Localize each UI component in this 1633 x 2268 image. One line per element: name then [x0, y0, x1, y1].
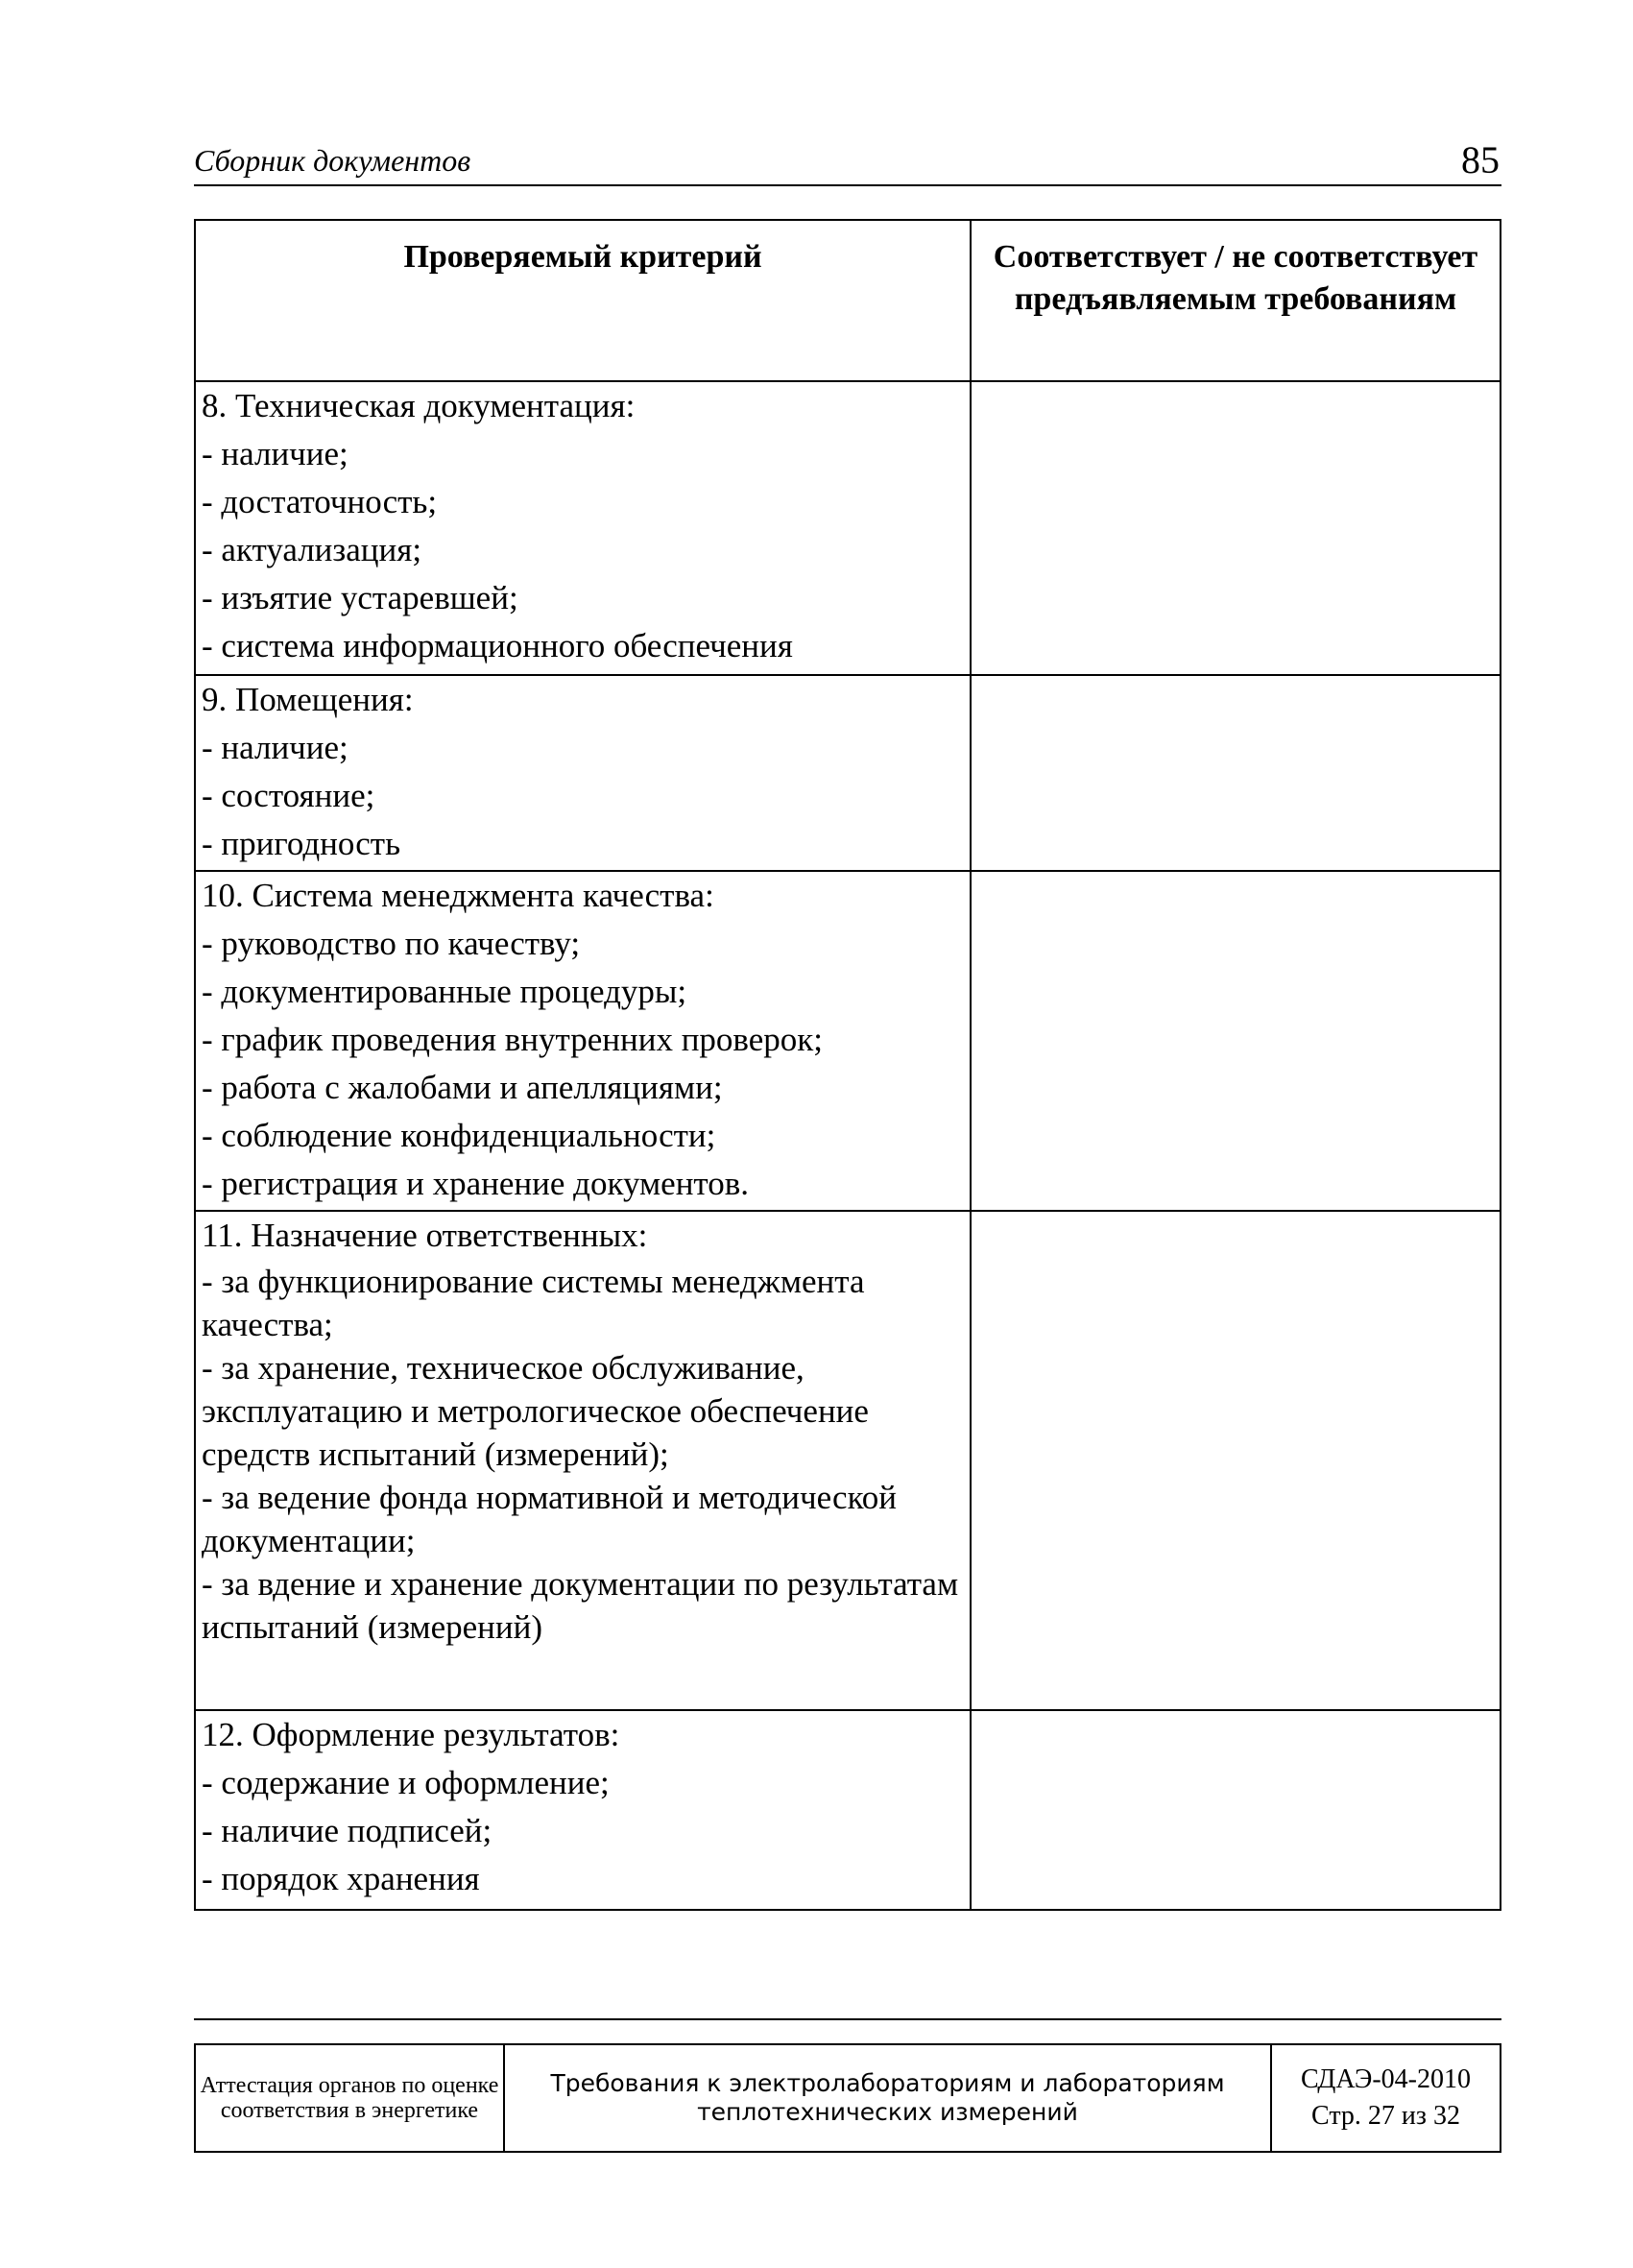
criterion-item: - соблюдение конфиденциальности; [202, 1117, 716, 1154]
criterion-item: - за ведение фонда нормативной и методической документации; [202, 1479, 898, 1559]
table-row [195, 675, 1501, 871]
criterion-item: - руководство по качеству; [202, 925, 581, 962]
criterion-cell [195, 675, 971, 871]
criterion-item: - пригодность [202, 825, 401, 862]
compliance-cell[interactable] [971, 1710, 1501, 1910]
criterion-item: - график проведения внутренних проверок; [202, 1021, 824, 1058]
compliance-cell[interactable] [971, 381, 1501, 675]
page-number: 85 [1461, 138, 1500, 181]
column-header-criterion: Проверяемый критерий [195, 220, 971, 381]
footer-document-title-text: Требования к электролабораториям и лабораториям теплотехнических измерений [550, 2069, 1225, 2126]
table-header-row [195, 220, 1501, 381]
footer-organization-text: Аттестация органов по оценке соответствия в энергетике [200, 2073, 499, 2123]
criterion-item: - порядок хранения [202, 1860, 480, 1897]
document-code: СДАЭ-04-2010 [1300, 2064, 1472, 2094]
compliance-cell[interactable] [971, 871, 1501, 1211]
criterion-item: - наличие подписей; [202, 1812, 492, 1849]
table-row [195, 871, 1501, 1211]
criterion-cell [195, 1211, 971, 1710]
criterion-item: - содержание и оформление; [202, 1764, 610, 1801]
page-header [194, 134, 1501, 186]
compliance-cell[interactable] [971, 675, 1501, 871]
criterion-heading: 10. Система менеджмента качества: [202, 877, 714, 914]
criterion-heading: 8. Техническая документация: [202, 387, 636, 424]
criterion-item: - система информационного обеспечения [202, 627, 793, 664]
criterion-item: - за вдение и хранение документации по результатам испытаний (измерений) [202, 1565, 959, 1646]
table-row [195, 1710, 1501, 1910]
table-row [195, 1211, 1501, 1710]
footer-divider [194, 2018, 1501, 2020]
criterion-cell [195, 1710, 971, 1910]
table-row [195, 381, 1501, 675]
criterion-item: - наличие; [202, 435, 348, 472]
criterion-item: - за хранение, техническое обслуживание, эксплуатацию и метрологическое обеспечение средств испытаний (измерений); [202, 1349, 869, 1473]
criterion-cell [195, 871, 971, 1211]
criterion-item: - документированные процедуры; [202, 973, 687, 1010]
criterion-item: - наличие; [202, 729, 348, 766]
column-header-compliance: Соответствует / не соответствует предъявляемым требованиям [971, 220, 1501, 381]
criterion-item: - достаточность; [202, 483, 438, 520]
collection-title: Сборник документов [194, 143, 471, 178]
footer-document-ref [1272, 2045, 1500, 2151]
criterion-item: - состояние; [202, 777, 375, 814]
criterion-cell [195, 381, 971, 675]
criterion-heading: 12. Оформление результатов: [202, 1716, 620, 1753]
criteria-table [194, 219, 1501, 1911]
criterion-item: - изъятие устаревшей; [202, 579, 518, 616]
document-footer [194, 2043, 1501, 2153]
criterion-heading: 9. Помещения: [202, 681, 414, 718]
page-reference: Стр. 27 из 32 [1311, 2101, 1460, 2131]
compliance-cell[interactable] [971, 1211, 1501, 1710]
criterion-item: - регистрация и хранение документов. [202, 1165, 750, 1202]
footer-document-title [505, 2045, 1272, 2151]
criterion-heading: 11. Назначение ответственных: [202, 1217, 648, 1254]
criterion-item: - работа с жалобами и апелляциями; [202, 1069, 723, 1106]
criterion-item: - актуализация; [202, 531, 422, 568]
footer-organization [196, 2045, 505, 2151]
criterion-item: - за функционирование системы менеджмента качества; [202, 1263, 865, 1343]
